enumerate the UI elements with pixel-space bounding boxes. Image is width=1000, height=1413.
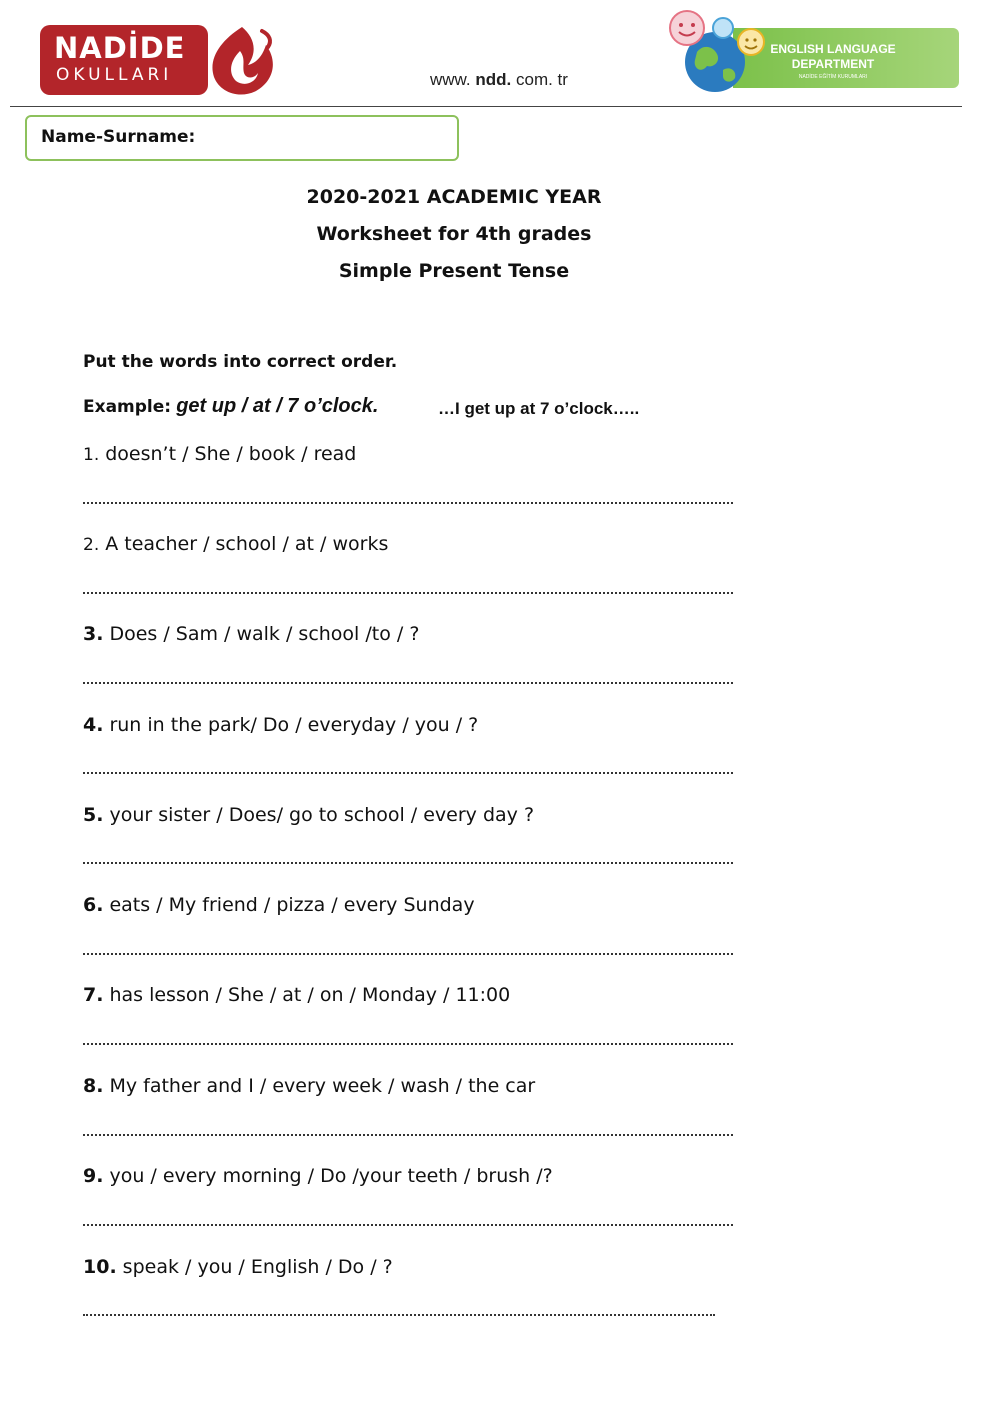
question-number: 7. (83, 984, 104, 1006)
logo-name: NADİDE (54, 31, 186, 65)
question-number: 2. (83, 535, 100, 555)
name-surname-field[interactable] (25, 115, 459, 161)
flame-emblem-icon (200, 21, 284, 99)
answer-line[interactable] (83, 1222, 733, 1226)
question-number: 4. (83, 714, 104, 736)
website-url (430, 70, 568, 90)
question-text: A teacher / school / at / works (105, 533, 389, 555)
answer-line[interactable] (83, 770, 733, 774)
department-title: ENGLISH LANGUAGE DEPARTMENT (770, 42, 896, 71)
worksheet-title: Worksheet for 4th grades (316, 223, 592, 245)
question-item (83, 1075, 535, 1097)
question-text: has lesson / She / at / on / Monday / 11:00 (109, 984, 511, 1006)
question-number: 1. (83, 445, 100, 465)
answer-line[interactable] (83, 1132, 733, 1136)
instruction-text: Put the words into correct order. (83, 352, 398, 372)
answer-line[interactable] (83, 1041, 733, 1045)
question-item (83, 714, 478, 736)
example-label: Example: (83, 397, 172, 417)
website-prefix: www. (430, 70, 471, 89)
question-item (83, 623, 419, 645)
answer-line[interactable] (83, 951, 733, 955)
answer-line[interactable] (83, 590, 733, 594)
answer-line[interactable] (83, 500, 733, 504)
question-text: Does / Sam / walk / school /to / ? (109, 623, 420, 645)
question-number: 6. (83, 894, 104, 916)
topic-title: Simple Present Tense (338, 260, 570, 282)
question-number: 3. (83, 623, 104, 645)
question-item (83, 1256, 393, 1278)
department-subtitle: NADİDE EĞİTİM KURUMLARI (798, 74, 868, 80)
question-text: run in the park/ Do / everyday / you / ? (109, 714, 479, 736)
logo-subtitle: OKULLARI (56, 65, 173, 85)
website-domain: ndd. (475, 70, 512, 89)
question-number: 10. (83, 1256, 117, 1278)
example-answer: …I get up at 7 o’clock….. (438, 399, 640, 418)
question-item (83, 1165, 553, 1187)
name-surname-label: Name-Surname: (41, 127, 196, 147)
academic-year-title: 2020-2021 ACADEMIC YEAR (306, 186, 602, 208)
question-item (83, 533, 388, 555)
question-number: 5. (83, 804, 104, 826)
question-text: speak / you / English / Do / ? (122, 1256, 393, 1278)
question-text: doesn’t / She / book / read (105, 443, 357, 465)
answer-line[interactable] (83, 860, 733, 864)
department-logo (663, 8, 963, 94)
example-line (83, 395, 378, 423)
question-number: 9. (83, 1165, 104, 1187)
question-item (83, 984, 510, 1006)
example-words: get up / at / 7 o’clock. (176, 395, 379, 417)
school-logo (40, 25, 280, 97)
question-text: My father and I / every week / wash / the car (109, 1075, 536, 1097)
question-text: your sister / Does/ go to school / every day ? (109, 804, 535, 826)
question-number: 8. (83, 1075, 104, 1097)
globe-icon (663, 8, 773, 94)
header-divider (10, 106, 962, 107)
question-item (83, 443, 356, 465)
answer-line[interactable] (83, 680, 733, 684)
question-item (83, 894, 475, 916)
website-suffix: com. tr (515, 70, 568, 89)
answer-line[interactable] (83, 1312, 715, 1316)
question-text: you / every morning / Do /your teeth / brush /? (109, 1165, 553, 1187)
question-text: eats / My friend / pizza / every Sunday (109, 894, 475, 916)
question-item (83, 804, 534, 826)
